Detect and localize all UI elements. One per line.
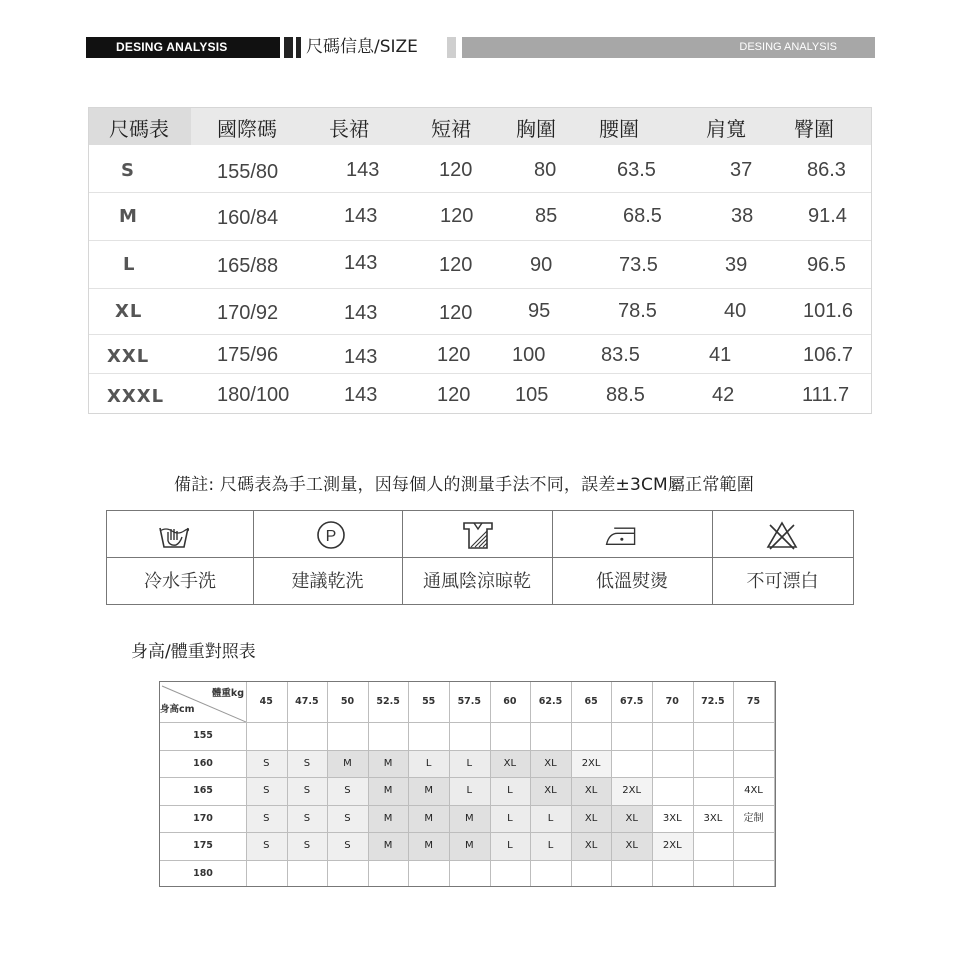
size-cell: M <box>383 757 393 769</box>
care-instructions-table <box>106 510 854 605</box>
table-cell: 91.4 <box>808 205 847 227</box>
size-cell: XL <box>544 757 557 769</box>
size-cell: S <box>303 812 311 824</box>
hand-wash-icon <box>157 519 191 551</box>
weight-header: 67.5 <box>619 696 644 707</box>
size-cell: M <box>383 812 393 824</box>
table-cell: 120 <box>439 302 473 324</box>
table-cell: 63.5 <box>617 159 656 181</box>
size-cell: L <box>507 812 513 824</box>
height-label: 175 <box>193 840 213 852</box>
size-cell: S <box>263 785 270 797</box>
size-cell: S <box>303 785 311 797</box>
table-cell: 96.5 <box>807 254 846 276</box>
table-cell: 143 <box>344 302 378 324</box>
size-table-header <box>89 108 871 145</box>
size-cell: M <box>424 812 433 824</box>
weight-header: 52.5 <box>376 696 400 707</box>
weight-header: 50 <box>340 696 355 707</box>
table-cell: 143 <box>344 205 378 227</box>
size-cell: 定制 <box>743 812 764 824</box>
size-cell: 2XL <box>622 785 642 797</box>
size-cell: S <box>303 757 311 769</box>
corner-height-label: 身高cm <box>160 704 195 715</box>
weight-header: 55 <box>422 696 436 707</box>
height-label: 155 <box>193 730 213 741</box>
svg-text:P: P <box>325 528 337 545</box>
table-cell: 160/84 <box>217 207 279 229</box>
size-cell: 3XL <box>703 812 723 824</box>
table-cell: 73.5 <box>619 254 658 276</box>
size-cell: S <box>263 840 270 852</box>
header-cell: 肩寬 <box>706 117 746 141</box>
size-label: XXXL <box>107 386 165 407</box>
size-cell: XL <box>503 757 517 769</box>
table-cell: 41 <box>709 344 732 366</box>
table-cell: 80 <box>534 159 557 181</box>
size-cell: S <box>263 757 270 769</box>
table-cell: 85 <box>535 205 558 227</box>
header-divider-bar <box>447 37 456 58</box>
header-cell: 短裙 <box>431 117 471 141</box>
size-cell: L <box>466 757 473 769</box>
size-cell: XL <box>544 785 557 797</box>
table-cell: 120 <box>440 205 474 227</box>
size-cell: XL <box>625 840 638 852</box>
height-label: 180 <box>193 868 213 879</box>
size-label: XXL <box>107 346 150 367</box>
table-cell: 40 <box>724 300 747 322</box>
table-cell: 170/92 <box>217 302 279 324</box>
size-table <box>88 107 872 414</box>
corner-weight-label: 體重kg <box>211 688 244 699</box>
table-cell: 95 <box>528 300 551 322</box>
header-divider-bar <box>296 37 301 58</box>
header-right-label: DESING ANALYSIS <box>462 37 875 58</box>
table-cell: 78.5 <box>618 300 657 322</box>
table-cell: 42 <box>712 384 735 406</box>
size-label: M <box>119 206 138 227</box>
size-cell: M <box>343 757 352 769</box>
size-label: XL <box>115 301 143 322</box>
table-cell: 120 <box>439 254 473 276</box>
table-cell: 37 <box>730 159 753 181</box>
header-cell: 腰圍 <box>599 117 639 141</box>
height-label: 170 <box>193 812 213 824</box>
size-cell: M <box>424 785 433 797</box>
weight-header: 57.5 <box>457 696 482 707</box>
size-label: S <box>121 160 135 181</box>
table-cell: 143 <box>346 159 380 181</box>
size-cell: M <box>383 785 393 797</box>
size-cell: 2XL <box>662 840 682 852</box>
table-cell: 120 <box>437 384 471 406</box>
size-cell: L <box>547 840 554 852</box>
table-cell: 39 <box>725 254 748 276</box>
header-cell: 尺碼表 <box>109 117 169 141</box>
table-cell: 100 <box>512 344 546 366</box>
dry-clean-p-icon <box>314 519 348 551</box>
weight-header: 45 <box>259 696 273 707</box>
size-cell: M <box>424 840 433 852</box>
shade-dry-icon <box>461 519 495 551</box>
table-cell: 111.7 <box>802 384 850 406</box>
care-label: 建議乾洗 <box>291 571 364 592</box>
table-cell: 105 <box>515 384 549 406</box>
table-cell: 83.5 <box>601 344 640 366</box>
size-cell: XL <box>584 840 598 852</box>
care-label: 低溫熨燙 <box>596 571 668 592</box>
care-label: 冷水手洗 <box>144 571 216 592</box>
table-cell: 120 <box>439 159 473 181</box>
weight-header: 75 <box>746 696 761 707</box>
size-cell: L <box>425 757 432 769</box>
low-iron-icon <box>604 519 638 551</box>
table-cell: 120 <box>437 344 471 366</box>
size-cell: S <box>263 812 270 824</box>
table-cell: 155/80 <box>217 161 279 183</box>
size-cell: XL <box>625 812 638 824</box>
header-divider-bar <box>284 37 293 58</box>
table-cell: 101.6 <box>803 300 854 322</box>
table-cell: 90 <box>530 254 553 276</box>
table-cell: 68.5 <box>623 205 662 227</box>
table-cell: 86.3 <box>807 159 846 181</box>
size-cell: S <box>344 840 351 852</box>
page-title: 尺碼信息/SIZE <box>306 37 418 57</box>
weight-header: 47.5 <box>295 696 319 707</box>
care-label: 不可漂白 <box>746 571 819 592</box>
size-cell: 4XL <box>744 785 763 797</box>
header-cell: 長裙 <box>329 117 369 141</box>
weight-header: 70 <box>665 696 679 707</box>
table-cell: 143 <box>344 384 378 406</box>
measurement-note: 備註: 尺碼表為手工測量，因每個人的測量手法不同，誤差±3CM屬正常範圍 <box>174 475 754 495</box>
height-label: 165 <box>193 785 213 797</box>
size-cell: L <box>547 812 554 824</box>
size-cell: 2XL <box>581 757 601 769</box>
size-cell: M <box>383 840 393 852</box>
table-cell: 165/88 <box>217 255 279 277</box>
header-cell: 胸圍 <box>516 117 556 141</box>
care-label: 通風陰涼晾乾 <box>423 571 531 592</box>
size-cell: L <box>507 785 513 797</box>
table-cell: 143 <box>344 346 378 368</box>
size-cell: L <box>466 785 473 797</box>
table-cell: 88.5 <box>606 384 645 406</box>
table-cell: 180/100 <box>217 384 290 406</box>
weight-header: 62.5 <box>538 696 563 707</box>
weight-header: 60 <box>503 696 517 707</box>
size-cell: S <box>344 785 351 797</box>
size-cell: XL <box>584 812 598 824</box>
size-cell: 3XL <box>662 812 682 824</box>
table-cell: 38 <box>731 205 754 227</box>
table-cell: 143 <box>344 252 378 274</box>
height-label: 160 <box>193 757 213 769</box>
weight-header: 65 <box>584 696 598 707</box>
no-bleach-icon <box>765 519 799 551</box>
weight-header: 72.5 <box>701 696 725 707</box>
size-cell: M <box>464 812 474 824</box>
size-cell: XL <box>584 785 598 797</box>
hw-chart-title: 身高/體重對照表 <box>131 642 256 662</box>
table-cell: 106.7 <box>803 344 854 366</box>
size-cell: S <box>344 812 351 824</box>
size-cell: S <box>303 840 311 852</box>
header-cell: 臀圍 <box>794 117 834 141</box>
header-left-label: DESING ANALYSIS <box>86 37 280 58</box>
size-cell: L <box>507 840 513 852</box>
table-cell: 175/96 <box>217 344 279 366</box>
size-cell: M <box>464 840 474 852</box>
size-label: L <box>123 254 136 275</box>
header-cell: 國際碼 <box>217 117 277 141</box>
height-weight-grid <box>159 681 776 887</box>
